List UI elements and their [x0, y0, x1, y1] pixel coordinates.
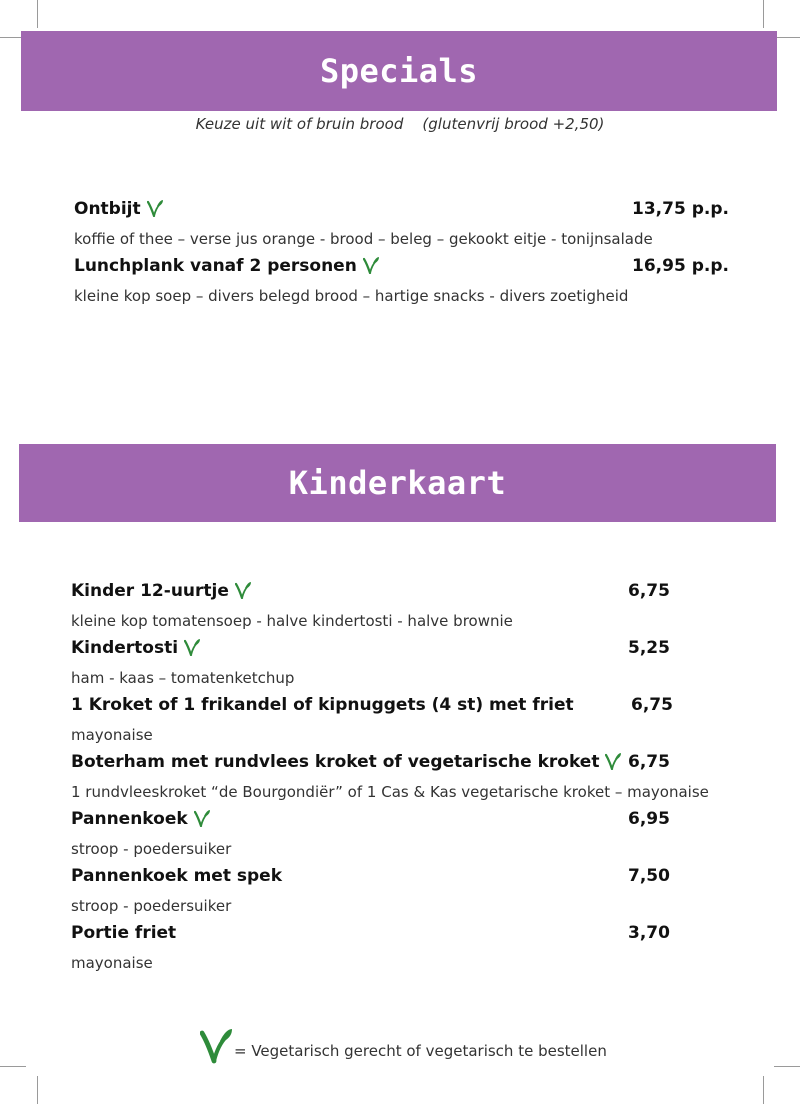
vegetarian-leaf-icon: [363, 256, 379, 274]
menu-item-description: kleine kop soep – divers belegd brood – hartige snacks - divers zoetigheid: [74, 287, 629, 305]
menu-item-name: Lunchplank vanaf 2 personen: [74, 256, 379, 276]
crop-mark: [763, 1076, 764, 1104]
crop-mark: [774, 37, 800, 38]
menu-item-name: Portie friet: [71, 923, 177, 943]
vegetarian-leaf-icon: [184, 638, 200, 656]
menu-item-price: 3,70: [628, 923, 670, 943]
menu-item-name: 1 Kroket of 1 frikandel of kipnuggets (4 st) met friet: [71, 695, 574, 715]
vegetarian-leaf-icon: [147, 199, 163, 217]
menu-item-description: mayonaise: [71, 726, 153, 744]
crop-mark: [0, 1066, 26, 1067]
menu-item-price: 6,75: [628, 752, 670, 772]
menu-item-name: Ontbijt: [74, 199, 163, 219]
menu-item-name: Kindertosti: [71, 638, 200, 658]
vegetarian-leaf-icon: [605, 752, 621, 770]
crop-mark: [37, 1076, 38, 1104]
menu-item-description: ham - kaas – tomatenketchup: [71, 669, 295, 687]
vegetarian-leaf-icon: [194, 809, 210, 827]
menu-item-price: 13,75 p.p.: [632, 199, 729, 219]
menu-item-description: mayonaise: [71, 954, 153, 972]
kinderkaart-banner: [19, 444, 776, 522]
crop-mark: [774, 1066, 800, 1067]
specials-title: Specials: [319, 52, 479, 90]
menu-item-price: 6,75: [628, 581, 670, 601]
menu-item-price: 7,50: [628, 866, 670, 886]
menu-item-name: Kinder 12-uurtje: [71, 581, 251, 601]
vegetarian-leaf-icon: [235, 581, 251, 599]
menu-item-name: Boterham met rundvlees kroket of vegetarische kroket: [71, 752, 621, 772]
specials-subtitle: Keuze uit wit of bruin brood (glutenvrij brood +2,50): [195, 115, 605, 133]
menu-item-description: 1 rundvleeskroket “de Bourgondiër” of 1 Cas & Kas vegetarische kroket – mayonaise: [71, 783, 709, 801]
menu-item: [71, 866, 748, 892]
menu-item-description: stroop - poedersuiker: [71, 840, 232, 858]
menu-item-name: Pannenkoek met spek: [71, 866, 283, 886]
menu-item: [71, 581, 748, 607]
menu-item-price: 5,25: [628, 638, 670, 658]
menu-item: [74, 256, 752, 282]
menu-item-price: 6,95: [628, 809, 670, 829]
menu-item-description: kleine kop tomatensoep - halve kindertosti - halve brownie: [71, 612, 513, 630]
legend-text: = Vegetarisch gerecht of vegetarisch te bestellen: [234, 1042, 607, 1060]
kinderkaart-title: Kinderkaart: [288, 464, 507, 502]
menu-item: [71, 638, 748, 664]
menu-item-price: 6,75: [631, 695, 673, 715]
crop-mark: [763, 0, 764, 28]
menu-item-description: stroop - poedersuiker: [71, 897, 232, 915]
menu-item: [71, 752, 748, 778]
menu-item: [71, 695, 748, 721]
menu-item: [74, 199, 752, 225]
menu-item: [71, 923, 748, 949]
vegetarian-legend: [200, 1024, 607, 1064]
menu-item-description: koffie of thee – verse jus orange - brood – beleg – gekookt eitje - tonijnsalade: [74, 230, 653, 248]
menu-item: [71, 809, 748, 835]
crop-mark: [37, 0, 38, 28]
specials-banner: [21, 31, 777, 111]
vegetarian-leaf-icon: [200, 1026, 232, 1064]
menu-item-price: 16,95 p.p.: [632, 256, 729, 276]
menu-item-name: Pannenkoek: [71, 809, 210, 829]
